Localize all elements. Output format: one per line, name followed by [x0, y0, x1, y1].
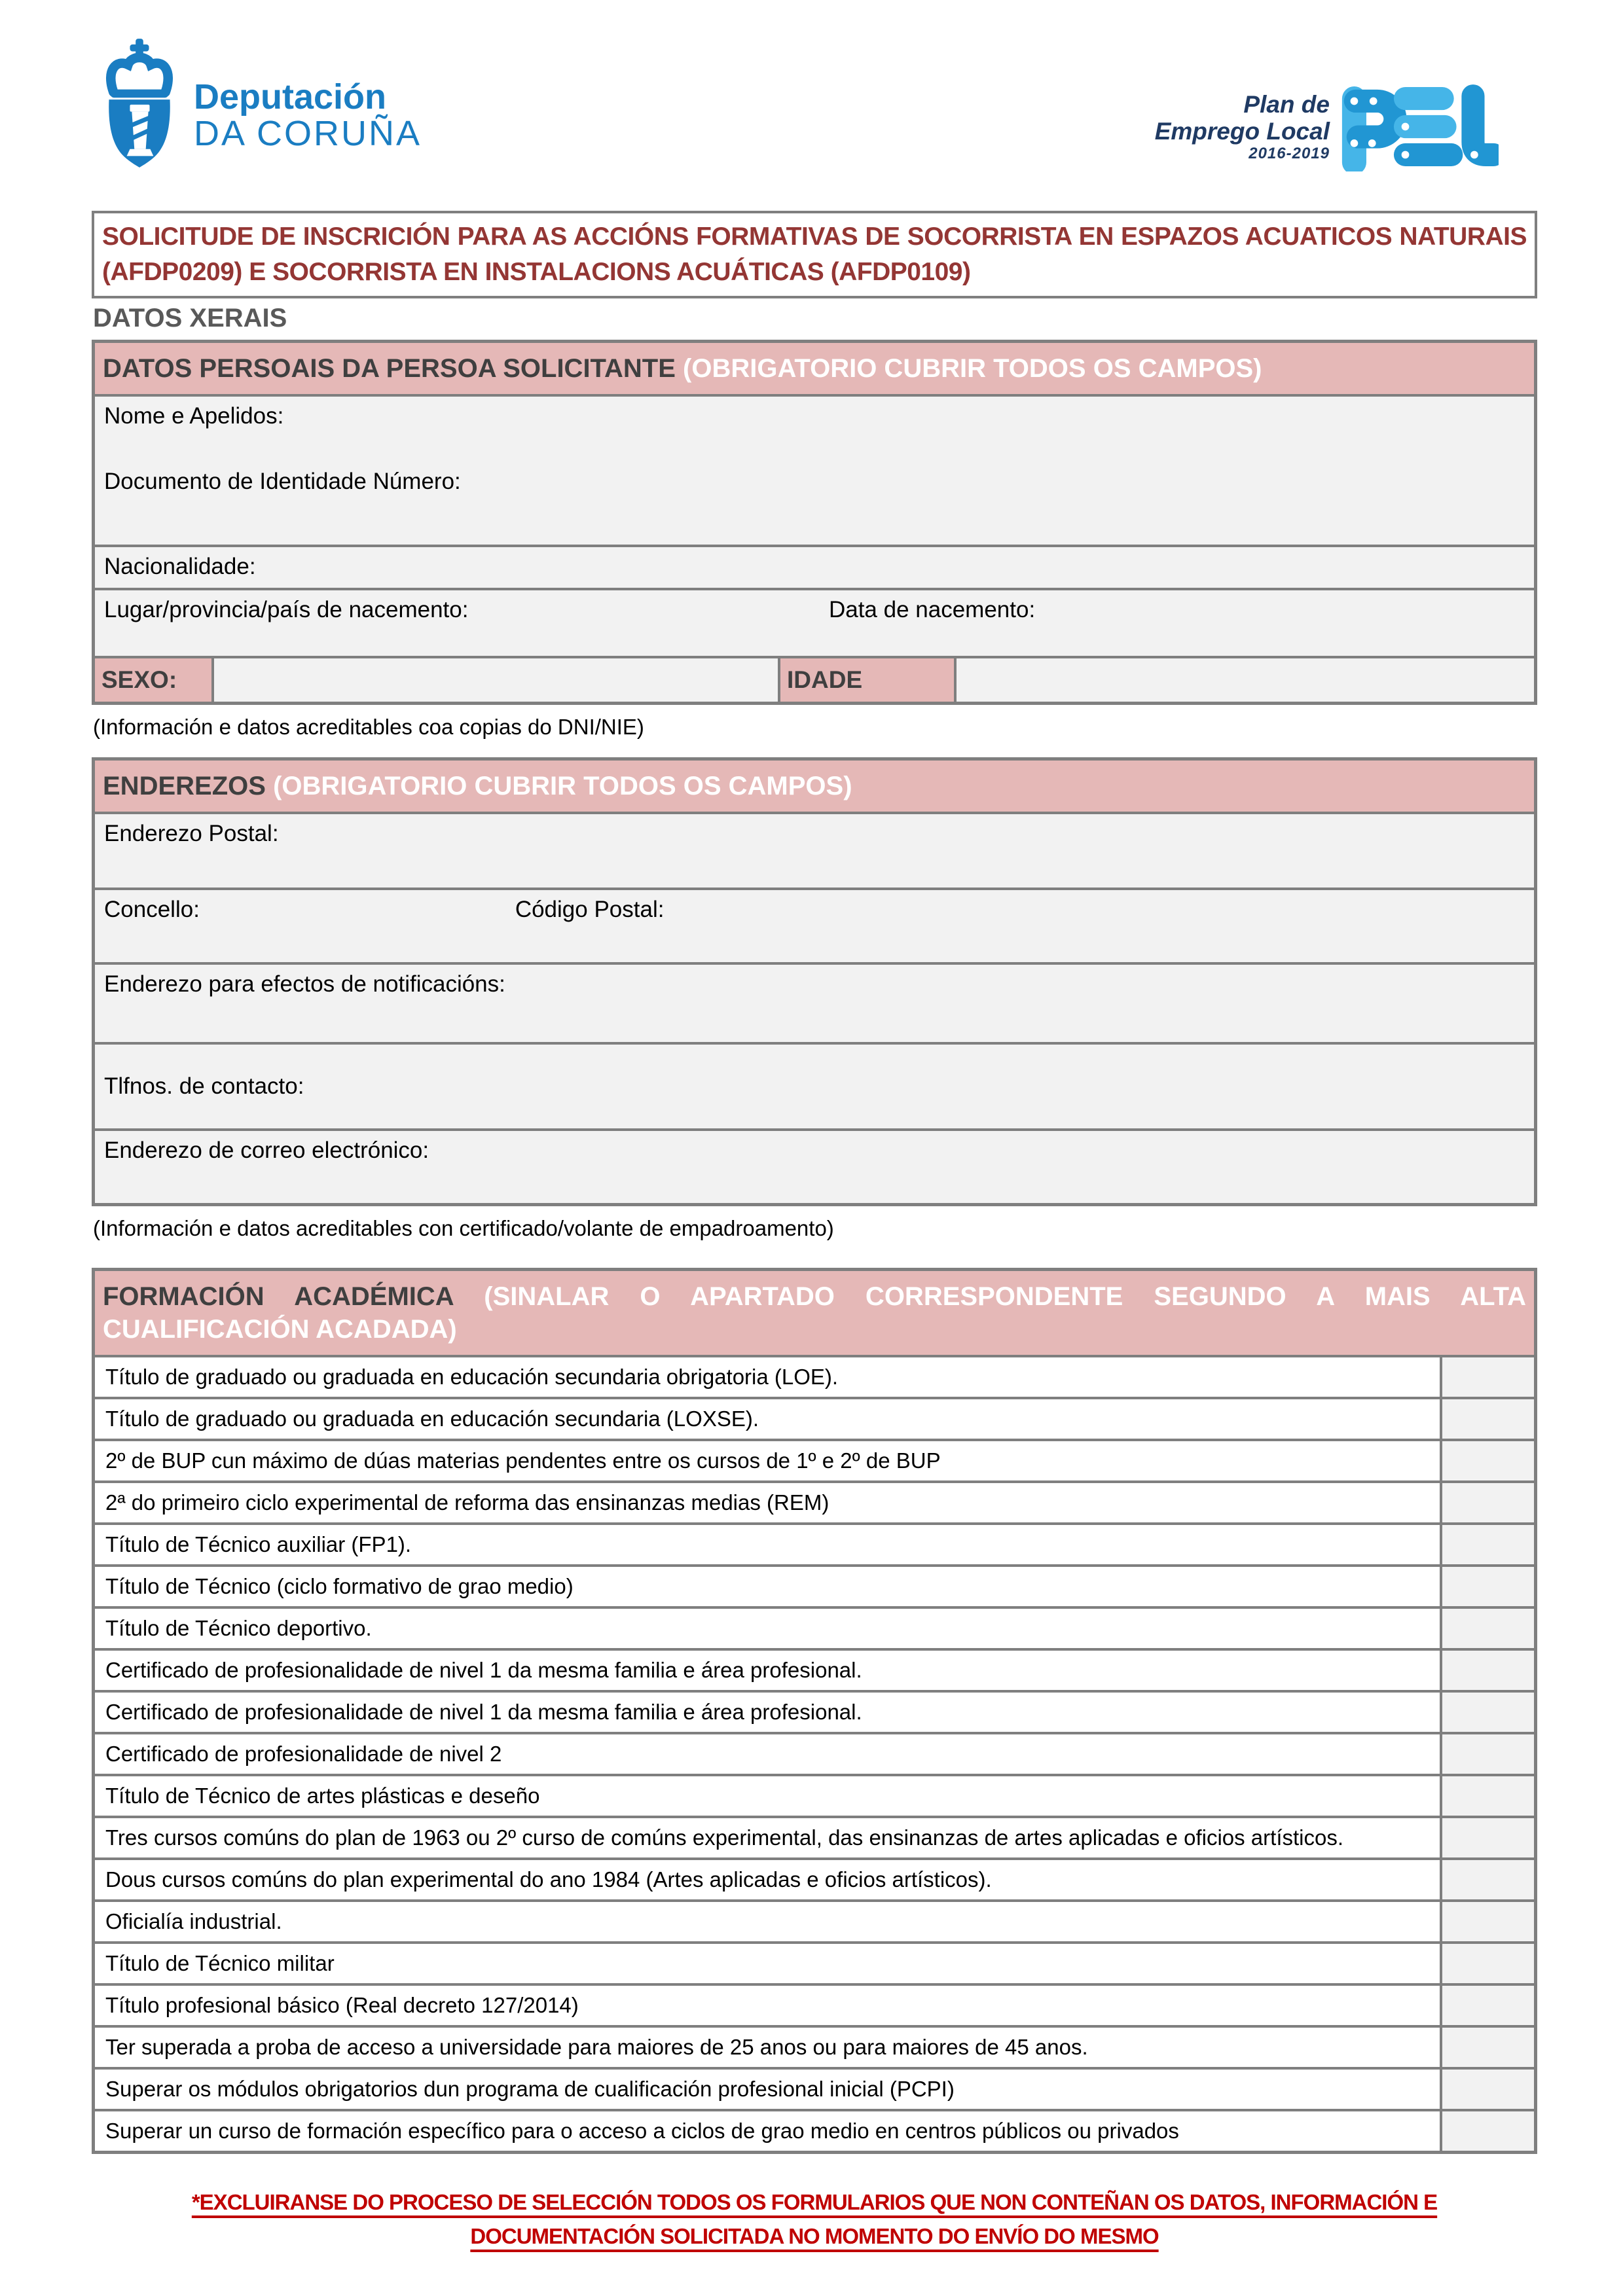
datos-persoais-header-note: (OBRIGATORIO CUBRIR TODOS OS CAMPOS) [683, 354, 1262, 383]
qualification-checkbox-cell[interactable] [1440, 1818, 1534, 1857]
deputacion-logo-line2: DA CORUÑA [194, 114, 422, 154]
field-enderezo-postal[interactable] [95, 814, 1534, 888]
formacion-header [95, 1271, 1534, 1357]
pel-logo-line2: Emprego Local [1154, 118, 1330, 145]
enderezos-header-note: (OBRIGATORIO CUBRIR TODOS OS CAMPOS) [273, 772, 852, 800]
qualification-label: Certificado de profesionalidade de nivel 2 [95, 1734, 1440, 1774]
qualification-checkbox-cell[interactable] [1440, 1776, 1534, 1816]
form-title: SOLICITUDE DE INSCRICIÓN PARA AS ACCIÓNS FORMATIVAS DE SOCORRISTA EN ESPAZOS ACUATICOS NATURAIS (AFDP0209) E SOCORRISTA EN INSTALACIONS ACUÁTICAS (AFDP0109) [92, 211, 1537, 298]
qualification-row [95, 1522, 1534, 1564]
empadroamento-note: (Información e datos acreditables con certificado/volante de empadroamento) [93, 1216, 834, 1240]
qualification-label: Título de Técnico de artes plásticas e deseño [95, 1776, 1440, 1816]
enderezos-header [95, 761, 1534, 814]
nome-apelidos-label: Nome e Apelidos: [104, 403, 284, 429]
qualification-checkbox-cell[interactable] [1440, 1734, 1534, 1774]
field-nacionalidade[interactable] [95, 545, 1534, 588]
qualification-label: Título de graduado ou graduada en educación secundaria (LOXSE). [95, 1399, 1440, 1439]
concello-label: Concello: [104, 897, 200, 922]
datos-persoais-table [92, 340, 1537, 705]
qualification-row [95, 2067, 1534, 2109]
qualification-label: Tres cursos comúns do plan de 1963 ou 2º curso de comúns experimental, das ensinanzas de artes aplicadas e oficios artísticos. [95, 1818, 1440, 1857]
qualification-row [95, 1397, 1534, 1439]
field-nome-apelidos[interactable] [95, 397, 1534, 545]
qualification-label: Título de Técnico auxiliar (FP1). [95, 1525, 1440, 1564]
qualification-label: Superar os módulos obrigatorios dun programa de cualificación profesional inicial (PCPI) [95, 2070, 1440, 2109]
qualification-label: Certificado de profesionalidade de nivel 1 da mesma familia e área profesional. [95, 1651, 1440, 1690]
qualification-row [95, 1648, 1534, 1690]
deputacion-logo-line1: Deputación [194, 77, 387, 117]
qualification-row [95, 1564, 1534, 1606]
datos-persoais-header [95, 343, 1534, 397]
qualification-label: 2ª do primeiro ciclo experimental de reforma das ensinanzas medias (REM) [95, 1483, 1440, 1522]
qualification-checkbox-cell[interactable] [1440, 1441, 1534, 1480]
nacionalidade-label: Nacionalidade: [104, 554, 256, 579]
qualification-label: Título de Técnico (ciclo formativo de grao medio) [95, 1567, 1440, 1606]
qualification-checkbox-cell[interactable] [1440, 1399, 1534, 1439]
deputacion-logo [98, 36, 422, 170]
exclusion-warning: *EXCLUIRANSE DO PROCESO DE SELECCIÓN TODOS OS FORMULARIOS QUE NON CONTEÑAN OS DATOS, INFORMACIÓN E DOCUMENTACIÓN SOLICITADA NO MOMENTO DO ENVÍO DO MESMO [191, 2190, 1438, 2248]
qualification-checkbox-cell[interactable] [1440, 1567, 1534, 1606]
deputacion-logo-text [194, 79, 422, 152]
qualification-checkbox-cell[interactable] [1440, 2070, 1534, 2109]
qualification-row [95, 1357, 1534, 1397]
qualification-checkbox-cell[interactable] [1440, 2028, 1534, 2067]
qualification-label: Certificado de profesionalidade de nivel 1 da mesma familia e área profesional. [95, 1693, 1440, 1732]
field-sexo-idade [95, 656, 1534, 702]
idade-label: IDADE [778, 658, 957, 702]
data-nacemento-label: Data de nacemento: [828, 597, 1036, 622]
formacion-academica-table [92, 1268, 1537, 2154]
datos-persoais-header-title: DATOS PERSOAIS DA PERSOA SOLICITANTE [103, 354, 676, 383]
pel-logo-line1: Plan de [1243, 90, 1330, 118]
qualification-label: Superar un curso de formación específico para o acceso a ciclos de grao medio en centros públicos ou privados [95, 2111, 1440, 2151]
pel-logo [1155, 82, 1499, 171]
qualification-label: Título de Técnico deportivo. [95, 1609, 1440, 1648]
field-enderezo-notificacions[interactable] [95, 962, 1534, 1042]
codigo-postal-label: Código Postal: [515, 897, 665, 922]
qualification-row [95, 1899, 1534, 1941]
qualification-checkbox-cell[interactable] [1440, 1902, 1534, 1941]
enderezos-table [92, 757, 1537, 1206]
qualification-row [95, 1480, 1534, 1522]
qualification-label: Dous cursos comúns do plan experimental do ano 1984 (Artes aplicadas e oficios artísticos). [95, 1860, 1440, 1899]
qualification-checkbox-cell[interactable] [1440, 1944, 1534, 1983]
qualification-label: Ter superada a proba de acceso a universidade para maiores de 25 anos ou para maiores de 45 anos. [95, 2028, 1440, 2067]
qualification-row [95, 1857, 1534, 1899]
qualification-label: 2º de BUP cun máximo de dúas materias pendentes entre os cursos de 1º e 2º de BUP [95, 1441, 1440, 1480]
pel-logo-script [1155, 91, 1330, 163]
qualification-row [95, 1690, 1534, 1732]
enderezo-postal-label: Enderezo Postal: [104, 821, 279, 846]
pel-acronym-icon [1339, 82, 1499, 171]
qualification-checkbox-cell[interactable] [1440, 1525, 1534, 1564]
header-logos [98, 36, 1499, 171]
formacion-header-title: FORMACIÓN ACADÉMICA [103, 1282, 454, 1311]
field-concello-codigo-postal[interactable] [95, 888, 1534, 962]
correo-electronico-label: Enderezo de correo electrónico: [104, 1138, 429, 1163]
qualification-row [95, 2025, 1534, 2067]
telefonos-contacto-label: Tlfnos. de contacto: [104, 1073, 304, 1099]
qualification-label: Oficialía industrial. [95, 1902, 1440, 1941]
qualification-label: Título profesional básico (Real decreto 127/2014) [95, 1986, 1440, 2025]
qualification-row [95, 1983, 1534, 2025]
dni-note: (Información e datos acreditables coa copias do DNI/NIE) [93, 715, 644, 739]
qualification-checkbox-cell[interactable] [1440, 1986, 1534, 2025]
qualification-checkbox-cell[interactable] [1440, 1651, 1534, 1690]
deputacion-crest-icon [98, 36, 181, 170]
qualification-label: Título de graduado ou graduada en educación secundaria obrigatoria (LOE). [95, 1357, 1440, 1397]
formacion-header-note: (SINALAR O APARTADO CORRESPONDENTE SEGUNDO A MAIS ALTA CUALIFICACIÓN ACADADA) [103, 1282, 1526, 1344]
form-content [92, 211, 1537, 2253]
qualification-row [95, 1774, 1534, 1816]
qualification-row [95, 1816, 1534, 1857]
qualification-list [95, 1357, 1534, 2151]
field-correo-electronico[interactable] [95, 1128, 1534, 1203]
qualification-row [95, 1941, 1534, 1983]
sexo-label: SEXO: [95, 658, 214, 702]
qualification-row [95, 1439, 1534, 1480]
sexo-input-cell[interactable] [214, 658, 778, 702]
qualification-checkbox-cell[interactable] [1440, 1609, 1534, 1648]
qualification-row [95, 1606, 1534, 1648]
qualification-checkbox-cell[interactable] [1440, 1357, 1534, 1397]
qualification-row [95, 1732, 1534, 1774]
qualification-label: Título de Técnico militar [95, 1944, 1440, 1983]
enderezo-notificacions-label: Enderezo para efectos de notificacións: [104, 971, 505, 997]
qualification-checkbox-cell[interactable] [1440, 1483, 1534, 1522]
qualification-checkbox-cell[interactable] [1440, 1693, 1534, 1732]
qualification-row [95, 2109, 1534, 2151]
idade-input-cell[interactable] [957, 658, 1534, 702]
enderezos-header-title: ENDEREZOS [103, 772, 266, 800]
qualification-checkbox-cell[interactable] [1440, 1860, 1534, 1899]
pel-logo-years: 2016-2019 [1249, 144, 1330, 162]
documento-identidade-label: Documento de Identidade Número: [104, 469, 461, 494]
field-lugar-data-nacemento[interactable] [95, 588, 1534, 656]
lugar-nacemento-label: Lugar/provincia/país de nacemento: [104, 597, 469, 622]
section-label-datos-xerais: DATOS XERAIS [93, 304, 287, 332]
qualification-checkbox-cell[interactable] [1440, 2111, 1534, 2151]
field-telefonos-contacto[interactable] [95, 1042, 1534, 1128]
